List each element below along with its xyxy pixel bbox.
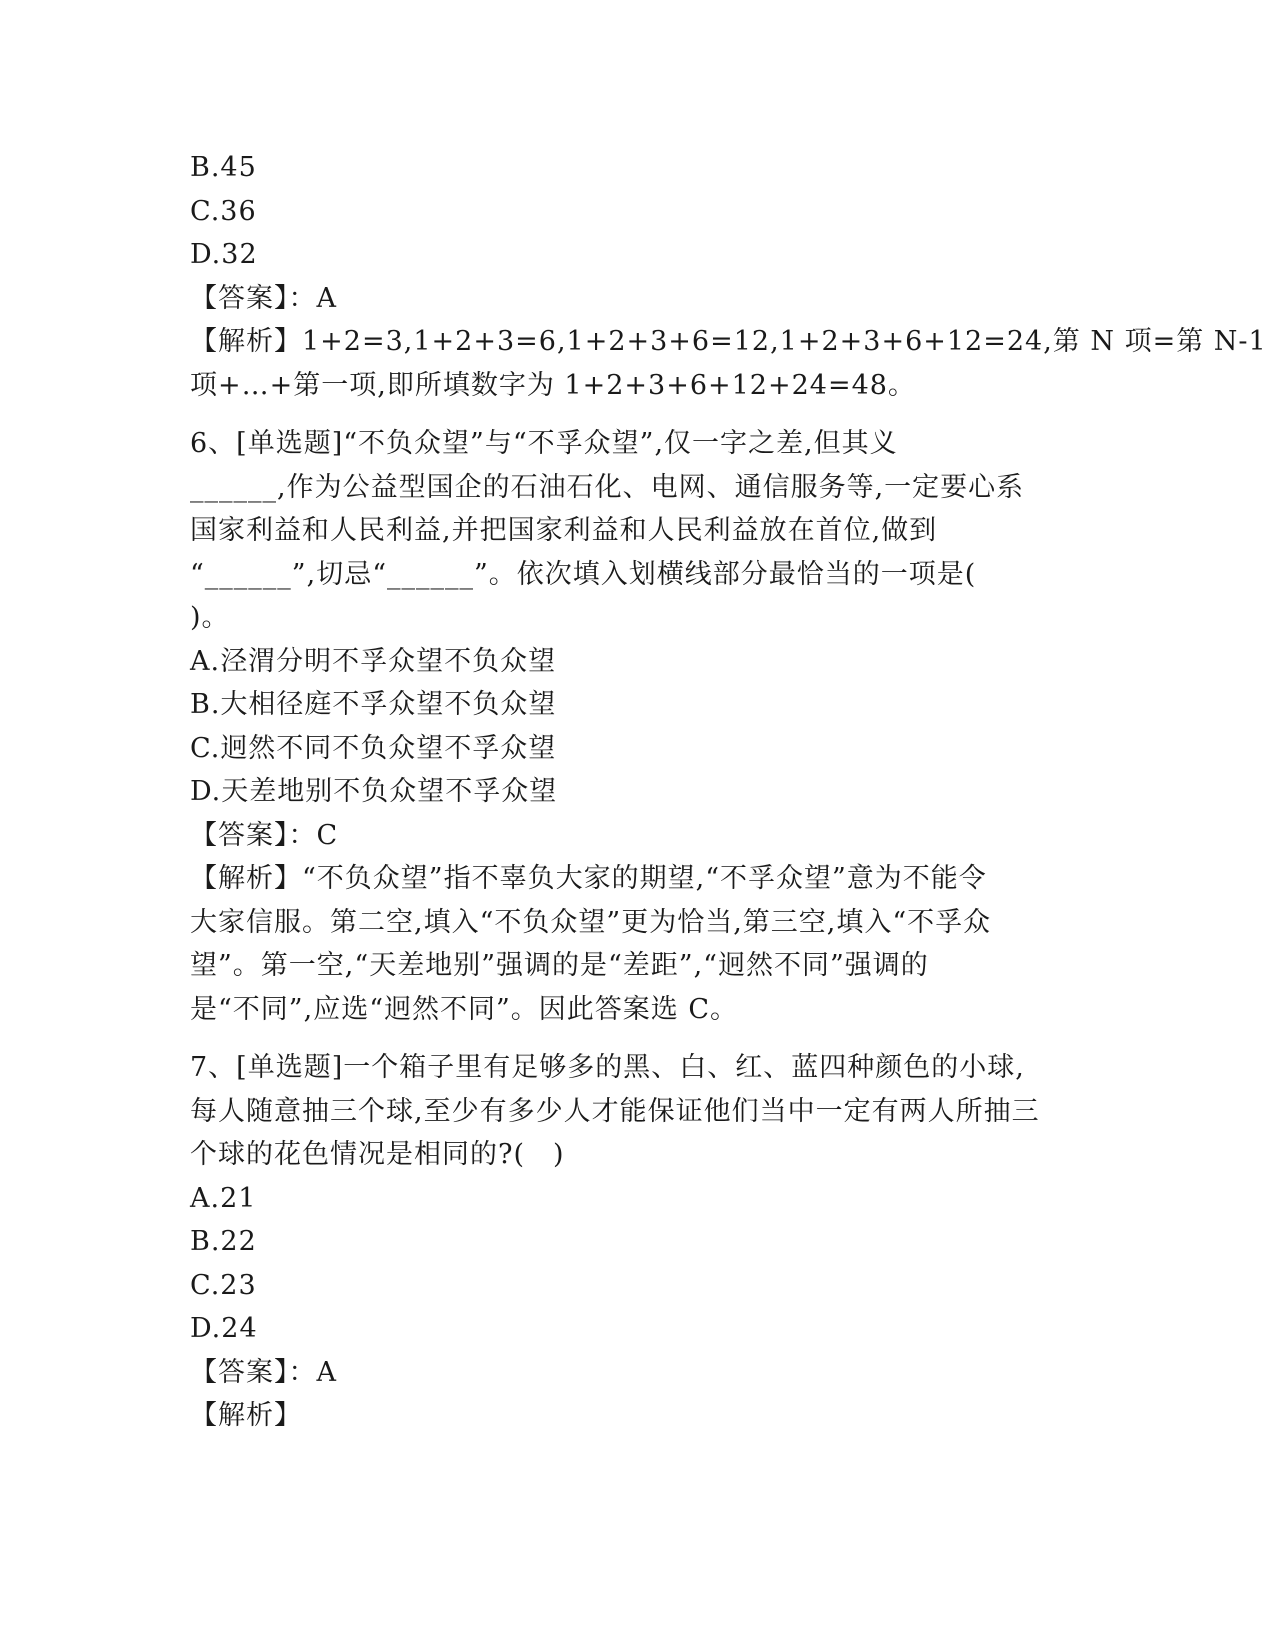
answer: 【答案】：A [190, 1356, 337, 1388]
question-stem-line: 国家利益和人民利益,并把国家利益和人民利益放在首位,做到 [190, 515, 938, 546]
option-d: D.天差地别不负众望不孚众望 [190, 776, 558, 807]
answer: 【答案】：C [190, 819, 339, 851]
question-6 [190, 422, 1090, 1031]
option-c: C.36 [190, 195, 257, 227]
option-b: B.大相径庭不孚众望不负众望 [190, 689, 557, 720]
analysis-line: 【解析】1+2=3,1+2+3=6,1+2+3+6=12,1+2+3+6+12=24,第 N 项=第 N-1 [190, 326, 1267, 357]
question-stem-line: 7、[单选题]一个箱子里有足够多的黑、白、红、蓝四种颜色的小球, [190, 1052, 1025, 1083]
question-stem-line: 6、[单选题]“不负众望”与“不孚众望”,仅一字之差,但其义 [190, 428, 898, 459]
analysis-line: 是“不同”,应选“迥然不同”。因此答案选 C。 [190, 993, 739, 1025]
analysis-line: 大家信服。第二空,填入“不负众望”更为恰当,第三空,填入“不孚众 [190, 906, 992, 938]
option-b: B.22 [190, 1226, 257, 1257]
question-stem-line: “______”,切忌“______”。依次填入划横线部分最恰当的一项是( [190, 558, 977, 590]
exam-page [190, 146, 1267, 1438]
answer: 【答案】：A [190, 282, 337, 314]
analysis-line: 项+…+第一项,即所填数字为 1+2+3+6+12+24=48。 [190, 369, 916, 401]
option-c: C.迥然不同不负众望不孚众望 [190, 732, 557, 764]
option-d: D.32 [190, 239, 258, 270]
analysis-line: 【解析】“不负众望”指不辜负大家的期望,“不孚众望”意为不能令 [190, 863, 987, 894]
analysis-line: 望”。第一空,“天差地别”强调的是“差距”,“迥然不同”强调的 [190, 950, 929, 981]
option-a: A.21 [190, 1182, 257, 1214]
question-stem-line: 每人随意抽三个球,至少有多少人才能保证他们当中一定有两人所抽三 [190, 1095, 1040, 1127]
question-7 [190, 1046, 1090, 1438]
analysis-line: 【解析】 [190, 1400, 302, 1431]
question-stem-line: 个球的花色情况是相同的?( ) [190, 1139, 565, 1170]
option-c: C.23 [190, 1269, 257, 1301]
option-d: D.24 [190, 1313, 258, 1344]
option-b: B.45 [190, 152, 257, 183]
question-stem-line: )。 [190, 602, 230, 633]
question-stem-line: ______,作为公益型国企的石油石化、电网、通信服务等,一定要心系 [190, 471, 1025, 503]
option-a: A.泾渭分明不孚众望不负众望 [190, 645, 557, 677]
question-5-continued [190, 146, 1267, 407]
